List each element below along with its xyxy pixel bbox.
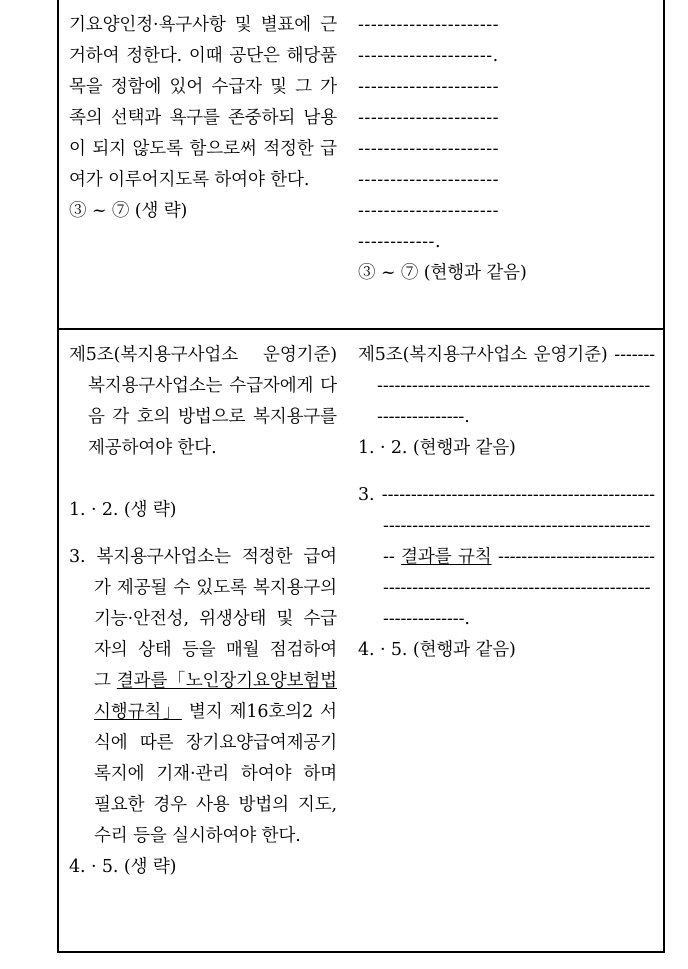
article-heading-prefix-text: 제5조(복지용구사업소 운영기준) xyxy=(358,344,615,365)
dash-line: ---------------------. xyxy=(358,46,499,66)
row2-left-items-omitted: 1. · 2. (생 략) xyxy=(69,499,177,520)
row1-left-body xyxy=(59,0,347,233)
amendment-comparison-table xyxy=(57,0,665,953)
paragraph-gap xyxy=(69,526,337,542)
row2-right-article-heading xyxy=(358,340,655,433)
item3-suffix-text: 별지 제16호의2 서식에 따른 장기요양급여제공기록지에 기재·관리 하여야 하며 필요한 경우 사용 방법의 지도, 수리 등을 실시하여야 한다. xyxy=(94,701,337,846)
item3-amended-text: 결과를 규칙 xyxy=(401,546,492,567)
table-row xyxy=(58,0,664,329)
paragraph-gap xyxy=(69,464,337,495)
row2-left-body xyxy=(59,330,347,889)
item3-dash-run-before: ----------------------------------------------------------------------------------------------- xyxy=(381,484,655,567)
item3-number-text: 3. xyxy=(358,484,382,505)
row1-right-omission-line: ③ ~ ⑦ (현행과 같음) xyxy=(358,263,527,283)
dash-line: ------------. xyxy=(358,232,442,252)
paragraph-gap xyxy=(358,464,655,480)
dash-line: ---------------------- xyxy=(358,15,500,35)
row1-right-body xyxy=(347,0,663,295)
row2-left-item3 xyxy=(69,542,337,852)
row1-right-cell xyxy=(347,0,664,329)
row2-right-body xyxy=(347,330,663,672)
article-heading-dash-run: ---------------------------------------------------------------------. xyxy=(377,344,655,427)
row1-left-continuation-paragraph: 기요양인정·욕구사항 및 별표에 근거하여 정한다. 이때 공단은 해당품목을 정함에 있어 수급자 및 그 가족의 선택과 욕구를 존중하되 남용이 되지 않도록 함으로써 적정한 급여가 이루어지도록 하여야 한다. xyxy=(69,15,337,190)
dash-line: ---------------------- xyxy=(358,201,500,221)
dash-line: ---------------------- xyxy=(358,170,500,190)
item3-amended-text: 결과를「노인장기요양보험법 시행규칙」 xyxy=(94,670,337,722)
table-row xyxy=(58,329,664,952)
row1-right-dash-block xyxy=(358,10,655,258)
row1-left-cell xyxy=(58,0,347,329)
row2-right-cell xyxy=(347,329,664,952)
dash-line: ---------------------- xyxy=(358,108,500,128)
row2-right-item3 xyxy=(358,480,655,635)
item3-prefix-text: 3. 복지용구사업소는 적정한 급여가 제공될 수 있도록 복지용구의 기능·안전성, 위생상태 및 수급자의 상태 등을 매월 점검하여 그 xyxy=(69,546,337,691)
row2-left-cell xyxy=(58,329,347,952)
dash-line: ---------------------- xyxy=(358,77,500,97)
item3-dash-run-after: ---------------------------------------------------------------------------------------. xyxy=(383,546,655,629)
row2-right-items-omitted-2: 4. · 5. (현행과 같음) xyxy=(358,639,516,660)
dash-line: ---------------------- xyxy=(358,139,500,159)
row2-left-items-omitted-2: 4. · 5. (생 략) xyxy=(69,856,177,877)
row2-left-article-heading: 제5조(복지용구사업소 운영기준) 복지용구사업소는 수급자에게 다음 각 호의 방법으로 복지용구를 제공하여야 한다. xyxy=(69,344,337,458)
row1-left-omission-line: ③ ~ ⑦ (생 략) xyxy=(69,201,188,221)
row2-right-items-omitted: 1. · 2. (현행과 같음) xyxy=(358,437,516,458)
